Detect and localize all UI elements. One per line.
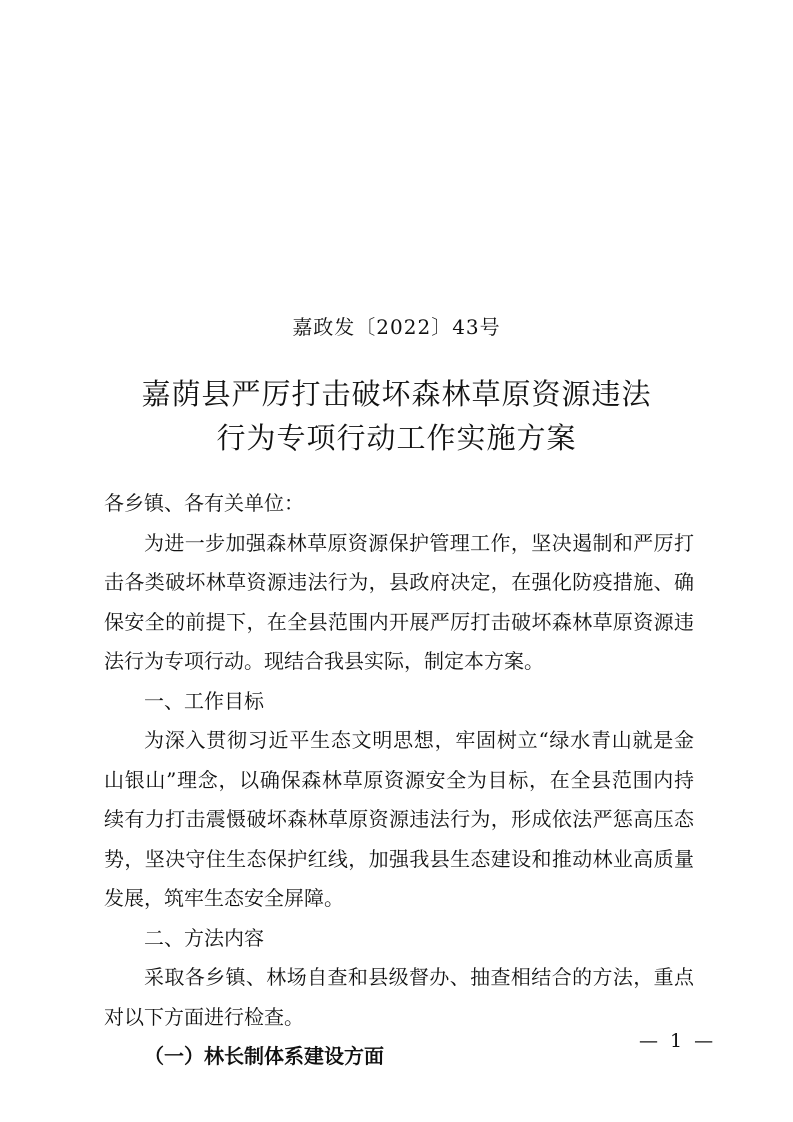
salutation: 各乡镇、各有关单位： (104, 491, 304, 515)
section-heading-goals: 一、工作目标 (144, 688, 264, 713)
document-title (0, 372, 793, 460)
title-line-2: 行为专项行动工作实施方案 (216, 421, 577, 455)
goals-paragraph: 为深入贯彻习近平生态文明思想，牢固树立“绿水青山就是金山银山”理念，以确保森林草原资源安全为目标，在全县范围内持续有力打击震慑破坏森林草原资源违法行为，形成依法严惩高压态势，坚决守住生态保护红线，加强我县生态建设和推动林业高质量发展，筑牢生态安全屏障。 (104, 728, 694, 910)
title-line-1: 嘉荫县严厉打击破坏森林草原资源违法 (141, 377, 652, 411)
subsection-heading-forest-chief: （一）林长制体系建设方面 (144, 1044, 384, 1068)
page-number: — 1 — (639, 1030, 717, 1052)
document-number: 嘉政发〔2022〕43号 (292, 315, 501, 339)
intro-paragraph: 为进一步加强森林草原资源保护管理工作，坚决遏制和严厉打击各类破坏林草资源违法行为，县政府决定，在强化防疫措施、确保安全的前提下，在全县范围内开展严厉打击破坏森林草原资源违法行为专项行动。现结合我县实际，制定本方案。 (104, 530, 694, 673)
methods-paragraph: 采取各乡镇、林场自查和县级督办、抽查相结合的方法，重点对以下方面进行检查。 (104, 965, 694, 1029)
section-heading-methods: 二、方法内容 (144, 925, 264, 950)
document-body (104, 484, 694, 1077)
